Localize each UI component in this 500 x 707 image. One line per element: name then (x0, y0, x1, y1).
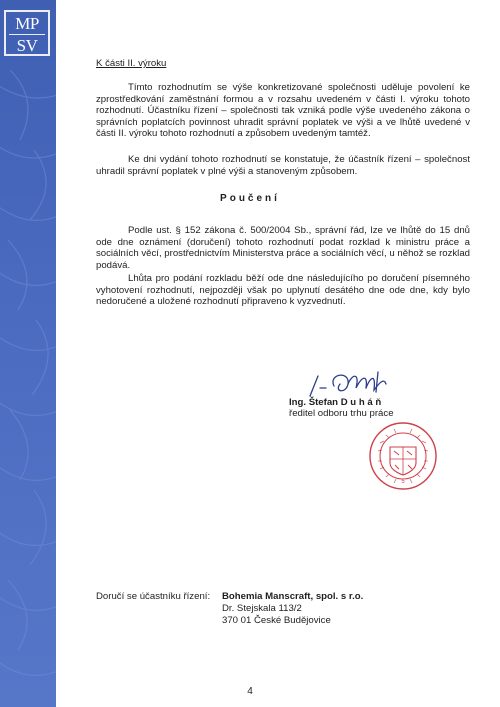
pouceni-title: Poučení (220, 193, 280, 204)
page-number: 4 (247, 686, 253, 697)
decision-paragraph-1: Tímto rozhodnutím se výše konkretizované společnosti uděluje povolení ke zprostředkování zaměstnání formou a v rozsahu uvedeném v části I. výroku tohoto rozhodnutí. Účastníku řízení – společnosti tak vzniká podle výše uvedeného zákona o správních poplatcích povinnost uhradit správní poplatek ve výši a ve lhůtě uvedené v části II. výroku tohoto rozhodnutí a způsobem uvedeným tamtéž. (96, 82, 470, 140)
decision-paragraph-2: Ke dni vydání tohoto rozhodnutí se konstatuje, že účastník řízení – společnost uhradil správní poplatek v plné výši a stanoveným způsobem. (96, 154, 470, 177)
logo-text-top: MP (15, 14, 39, 33)
logo-text-bottom: SV (16, 36, 38, 55)
ministry-sidebar (0, 0, 56, 707)
pouceni-paragraph-2: Lhůta pro podání rozkladu běží ode dne následujícího po doručení písemného vyhotovení rozhodnutí, nejpozději však po uplynutí desátého dne ode dne, kdy bylo nedoručené a uložené rozhodnutí připraveno k vyzvednutí. (96, 273, 470, 308)
delivery-city: 370 01 České Budějovice (222, 615, 331, 626)
delivery-company: Bohemia Manscraft, spol. s r.o. (222, 591, 364, 602)
section-heading: K části II. výroku (96, 58, 167, 69)
official-stamp (368, 421, 438, 491)
logo-divider (9, 34, 45, 35)
decorative-pattern (0, 0, 56, 707)
mpsv-logo (4, 10, 50, 56)
signer-name: Ing. Štefan D u h á ň (289, 397, 382, 408)
svg-text:5: 5 (401, 479, 405, 485)
delivery-label: Doručí se účastníku řízení: (96, 591, 211, 602)
delivery-street: Dr. Stejskala 113/2 (222, 603, 302, 614)
pouceni-paragraph-1: Podle ust. § 152 zákona č. 500/2004 Sb., správní řád, lze ve lhůtě do 15 dnů ode dne oznámení (doručení) tohoto rozhodnutí podat rozklad k ministru práce a sociálních věcí, prostřednictvím Ministerstva práce a sociálních věcí, u něhož se rozklad podává. (96, 225, 470, 271)
signer-role: ředitel odboru trhu práce (289, 408, 394, 419)
